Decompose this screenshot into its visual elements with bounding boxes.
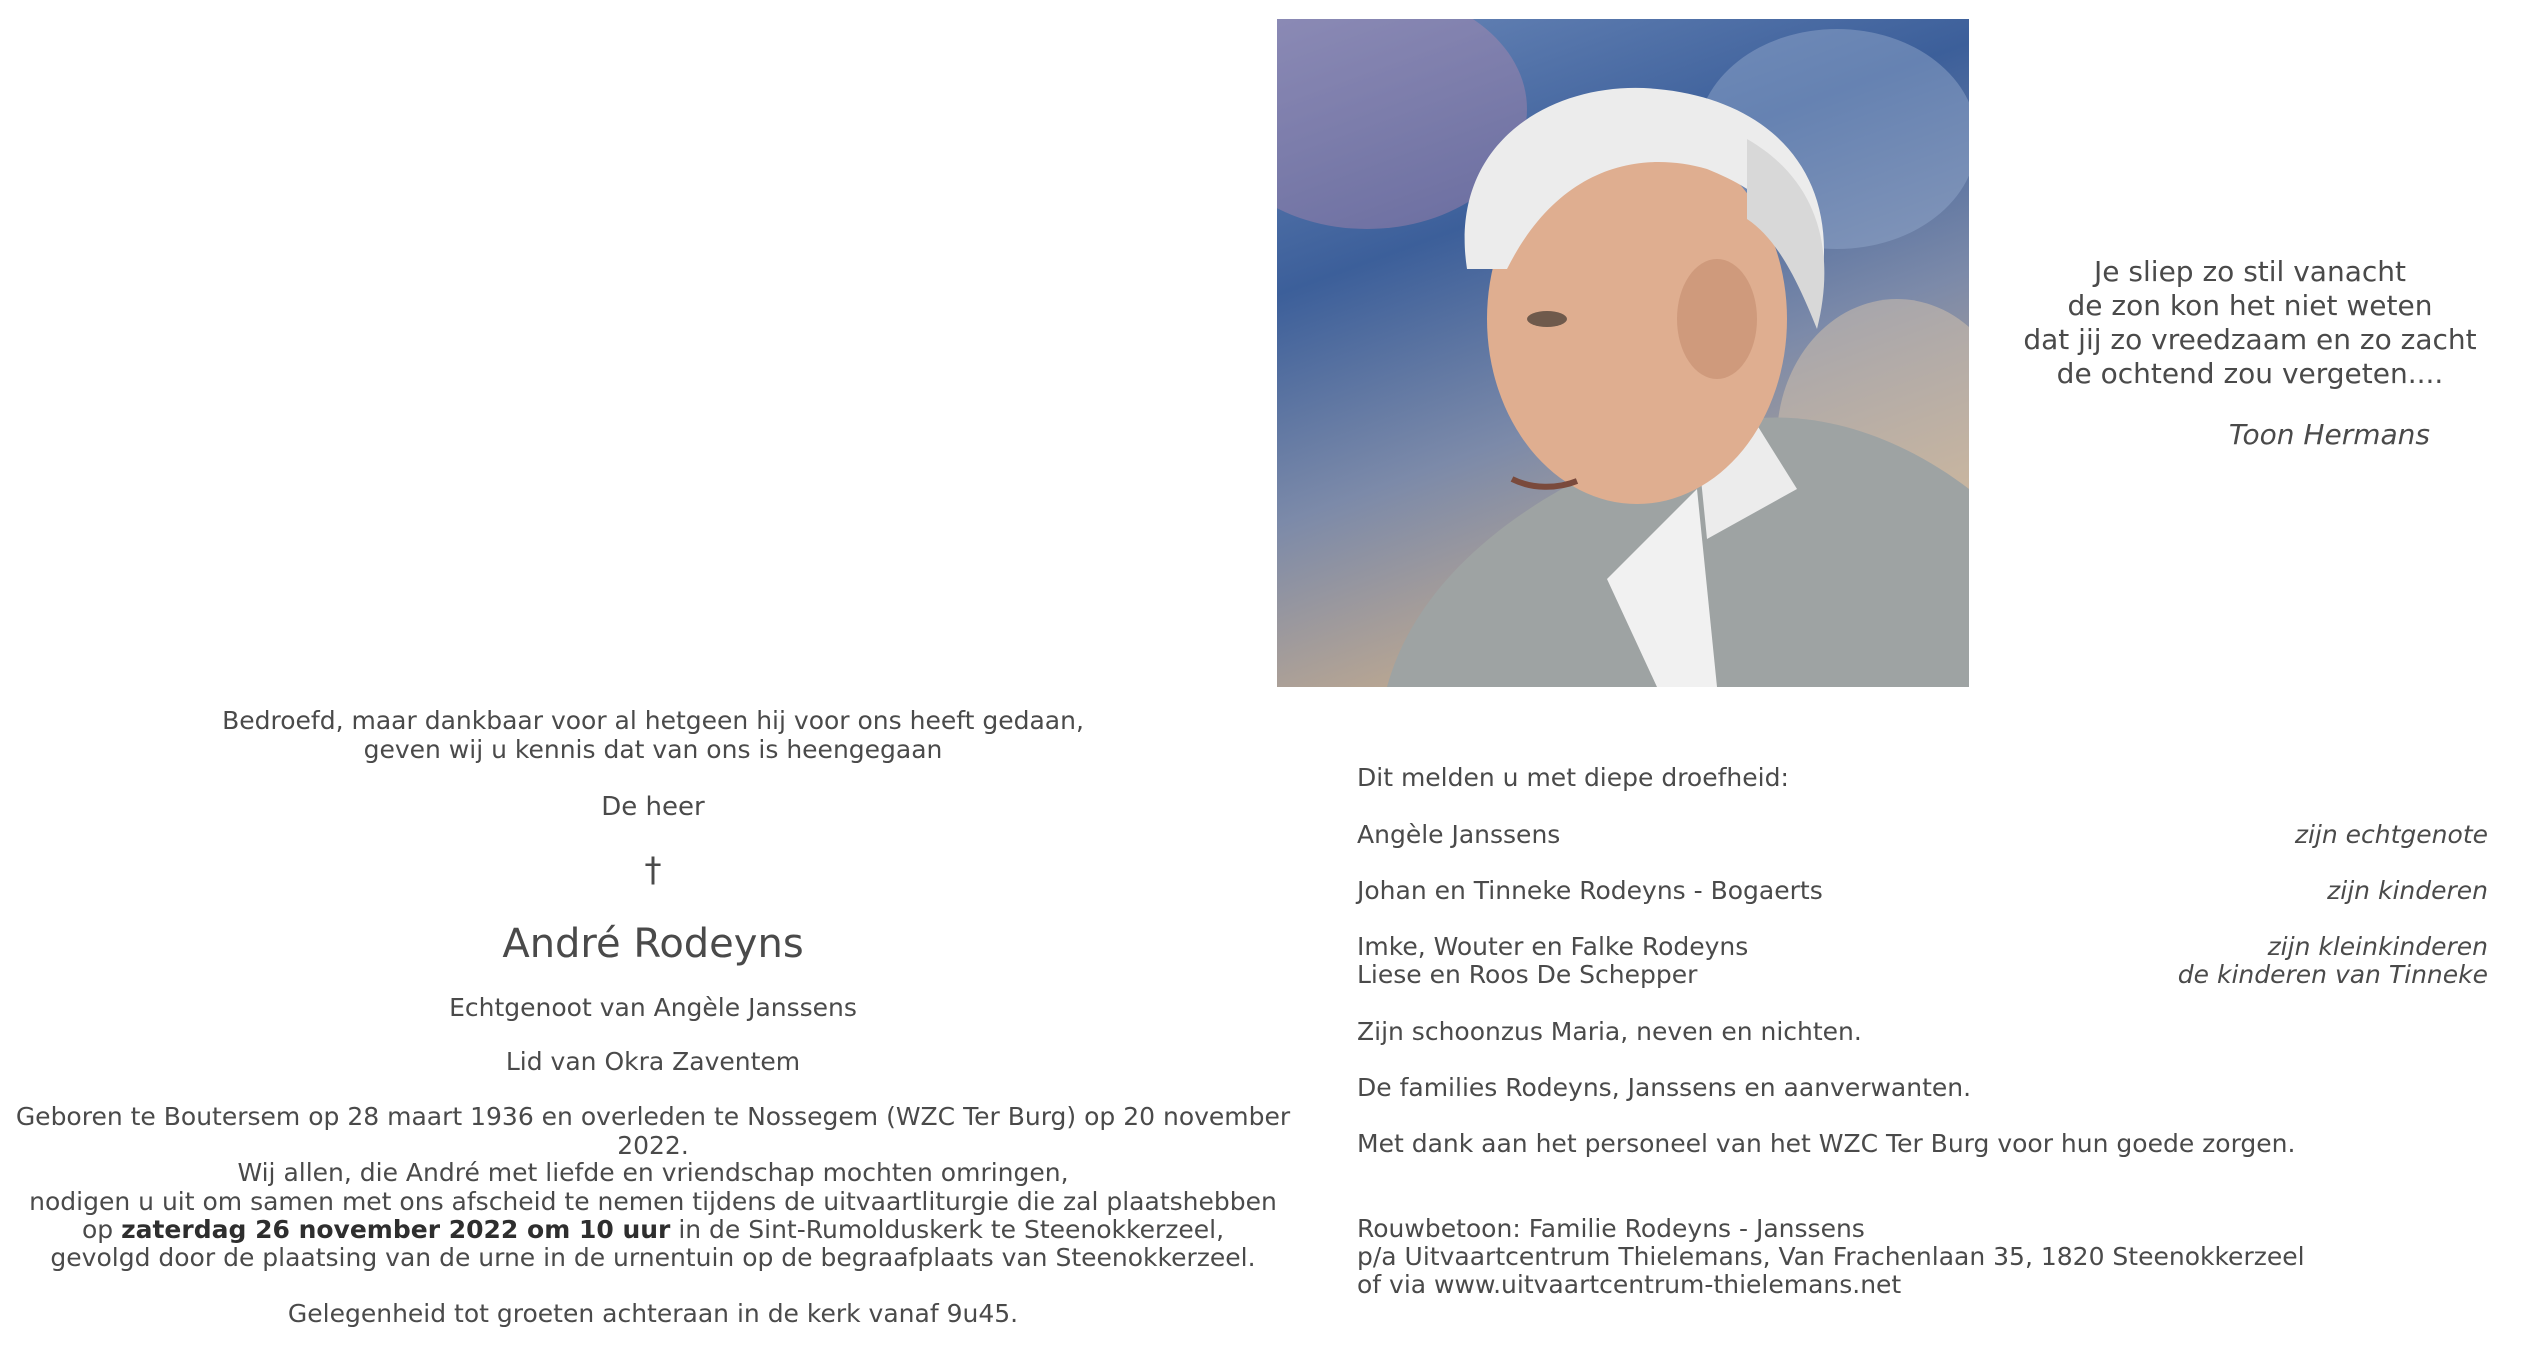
address-line-3: of via www.uitvaartcentrum-thielemans.net — [1357, 1270, 1902, 1299]
greeting-line: Gelegenheid tot groeten achteraan in de kerk vanaf 9u45. — [287, 1299, 1019, 1328]
extended-family-line: Zijn schoonzus Maria, neven en nichten. — [1357, 1017, 1862, 1046]
family-relation-2: zijn kinderen — [2327, 876, 2488, 905]
family-relation-4: de kinderen van Tinneke — [2177, 960, 2488, 989]
invite-line-4: gevolgd door de plaatsing van de urne in de urnentuin op de begraafplaats van Steenokkerzeel. — [50, 1243, 1256, 1272]
poem-line-2: de zon kon het niet weten — [2067, 289, 2433, 322]
cross-symbol: † — [644, 850, 662, 890]
member-line: Lid van Okra Zaventem — [505, 1047, 801, 1076]
family-relation-1: zijn echtgenote — [2294, 820, 2488, 849]
intro-line-2: geven wij u kennis dat van ons is heengegaan — [363, 735, 943, 764]
poem-line-1: Je sliep zo stil vanacht — [2094, 255, 2406, 288]
family-relation-3: zijn kleinkinderen — [2267, 932, 2488, 961]
family-name-2: Johan en Tinneke Rodeyns - Bogaerts — [1357, 876, 1823, 905]
thanks-line: Met dank aan het personeel van het WZC Ter Burg voor hun goede zorgen. — [1357, 1129, 2296, 1158]
poem-line-3: dat jij zo vreedzaam en zo zacht — [2023, 323, 2477, 356]
address-line-2: p/a Uitvaartcentrum Thielemans, Van Frachenlaan 35, 1820 Steenokkerzeel — [1357, 1242, 2305, 1271]
family-name-3: Imke, Wouter en Falke Rodeyns — [1357, 932, 1749, 961]
invite-line-1: Wij allen, die André met liefde en vriendschap mochten omringen, — [237, 1158, 1069, 1187]
birth-death-line: Geboren te Boutersem op 28 maart 1936 en overleden te Nossegem (WZC Ter Burg) op 20 november 2022. — [15, 1102, 1291, 1160]
address-line-1: Rouwbetoon: Familie Rodeyns - Janssens — [1357, 1214, 1865, 1243]
spouse-line: Echtgenoot van Angèle Janssens — [449, 993, 857, 1022]
announce-line: Dit melden u met diepe droefheid: — [1357, 763, 1789, 792]
poem-author: Toon Hermans — [2228, 418, 2430, 451]
portrait-photo — [1277, 19, 1969, 687]
salutation: De heer — [601, 792, 705, 822]
invite-line-3-post: in de Sint-Rumolduskerk te Steenokkerzeel, — [670, 1215, 1225, 1244]
service-date-time: zaterdag 26 november 2022 om 10 uur — [121, 1215, 671, 1244]
intro-line-1: Bedroefd, maar dankbaar voor al hetgeen hij voor ons heeft gedaan, — [222, 706, 1084, 735]
family-name-1: Angèle Janssens — [1357, 820, 1561, 849]
invite-line-3 — [0, 1215, 1306, 1244]
poem-line-4: de ochtend zou vergeten.... — [2056, 357, 2444, 390]
deceased-name: André Rodeyns — [502, 921, 804, 967]
family-name-4: Liese en Roos De Schepper — [1357, 960, 1698, 989]
invite-line-2: nodigen u uit om samen met ons afscheid te nemen tijdens de uitvaartliturgie die zal plaatshebben — [29, 1187, 1277, 1216]
families-line: De families Rodeyns, Janssens en aanverwanten. — [1357, 1073, 1972, 1102]
invite-line-3-pre: op — [81, 1215, 122, 1244]
